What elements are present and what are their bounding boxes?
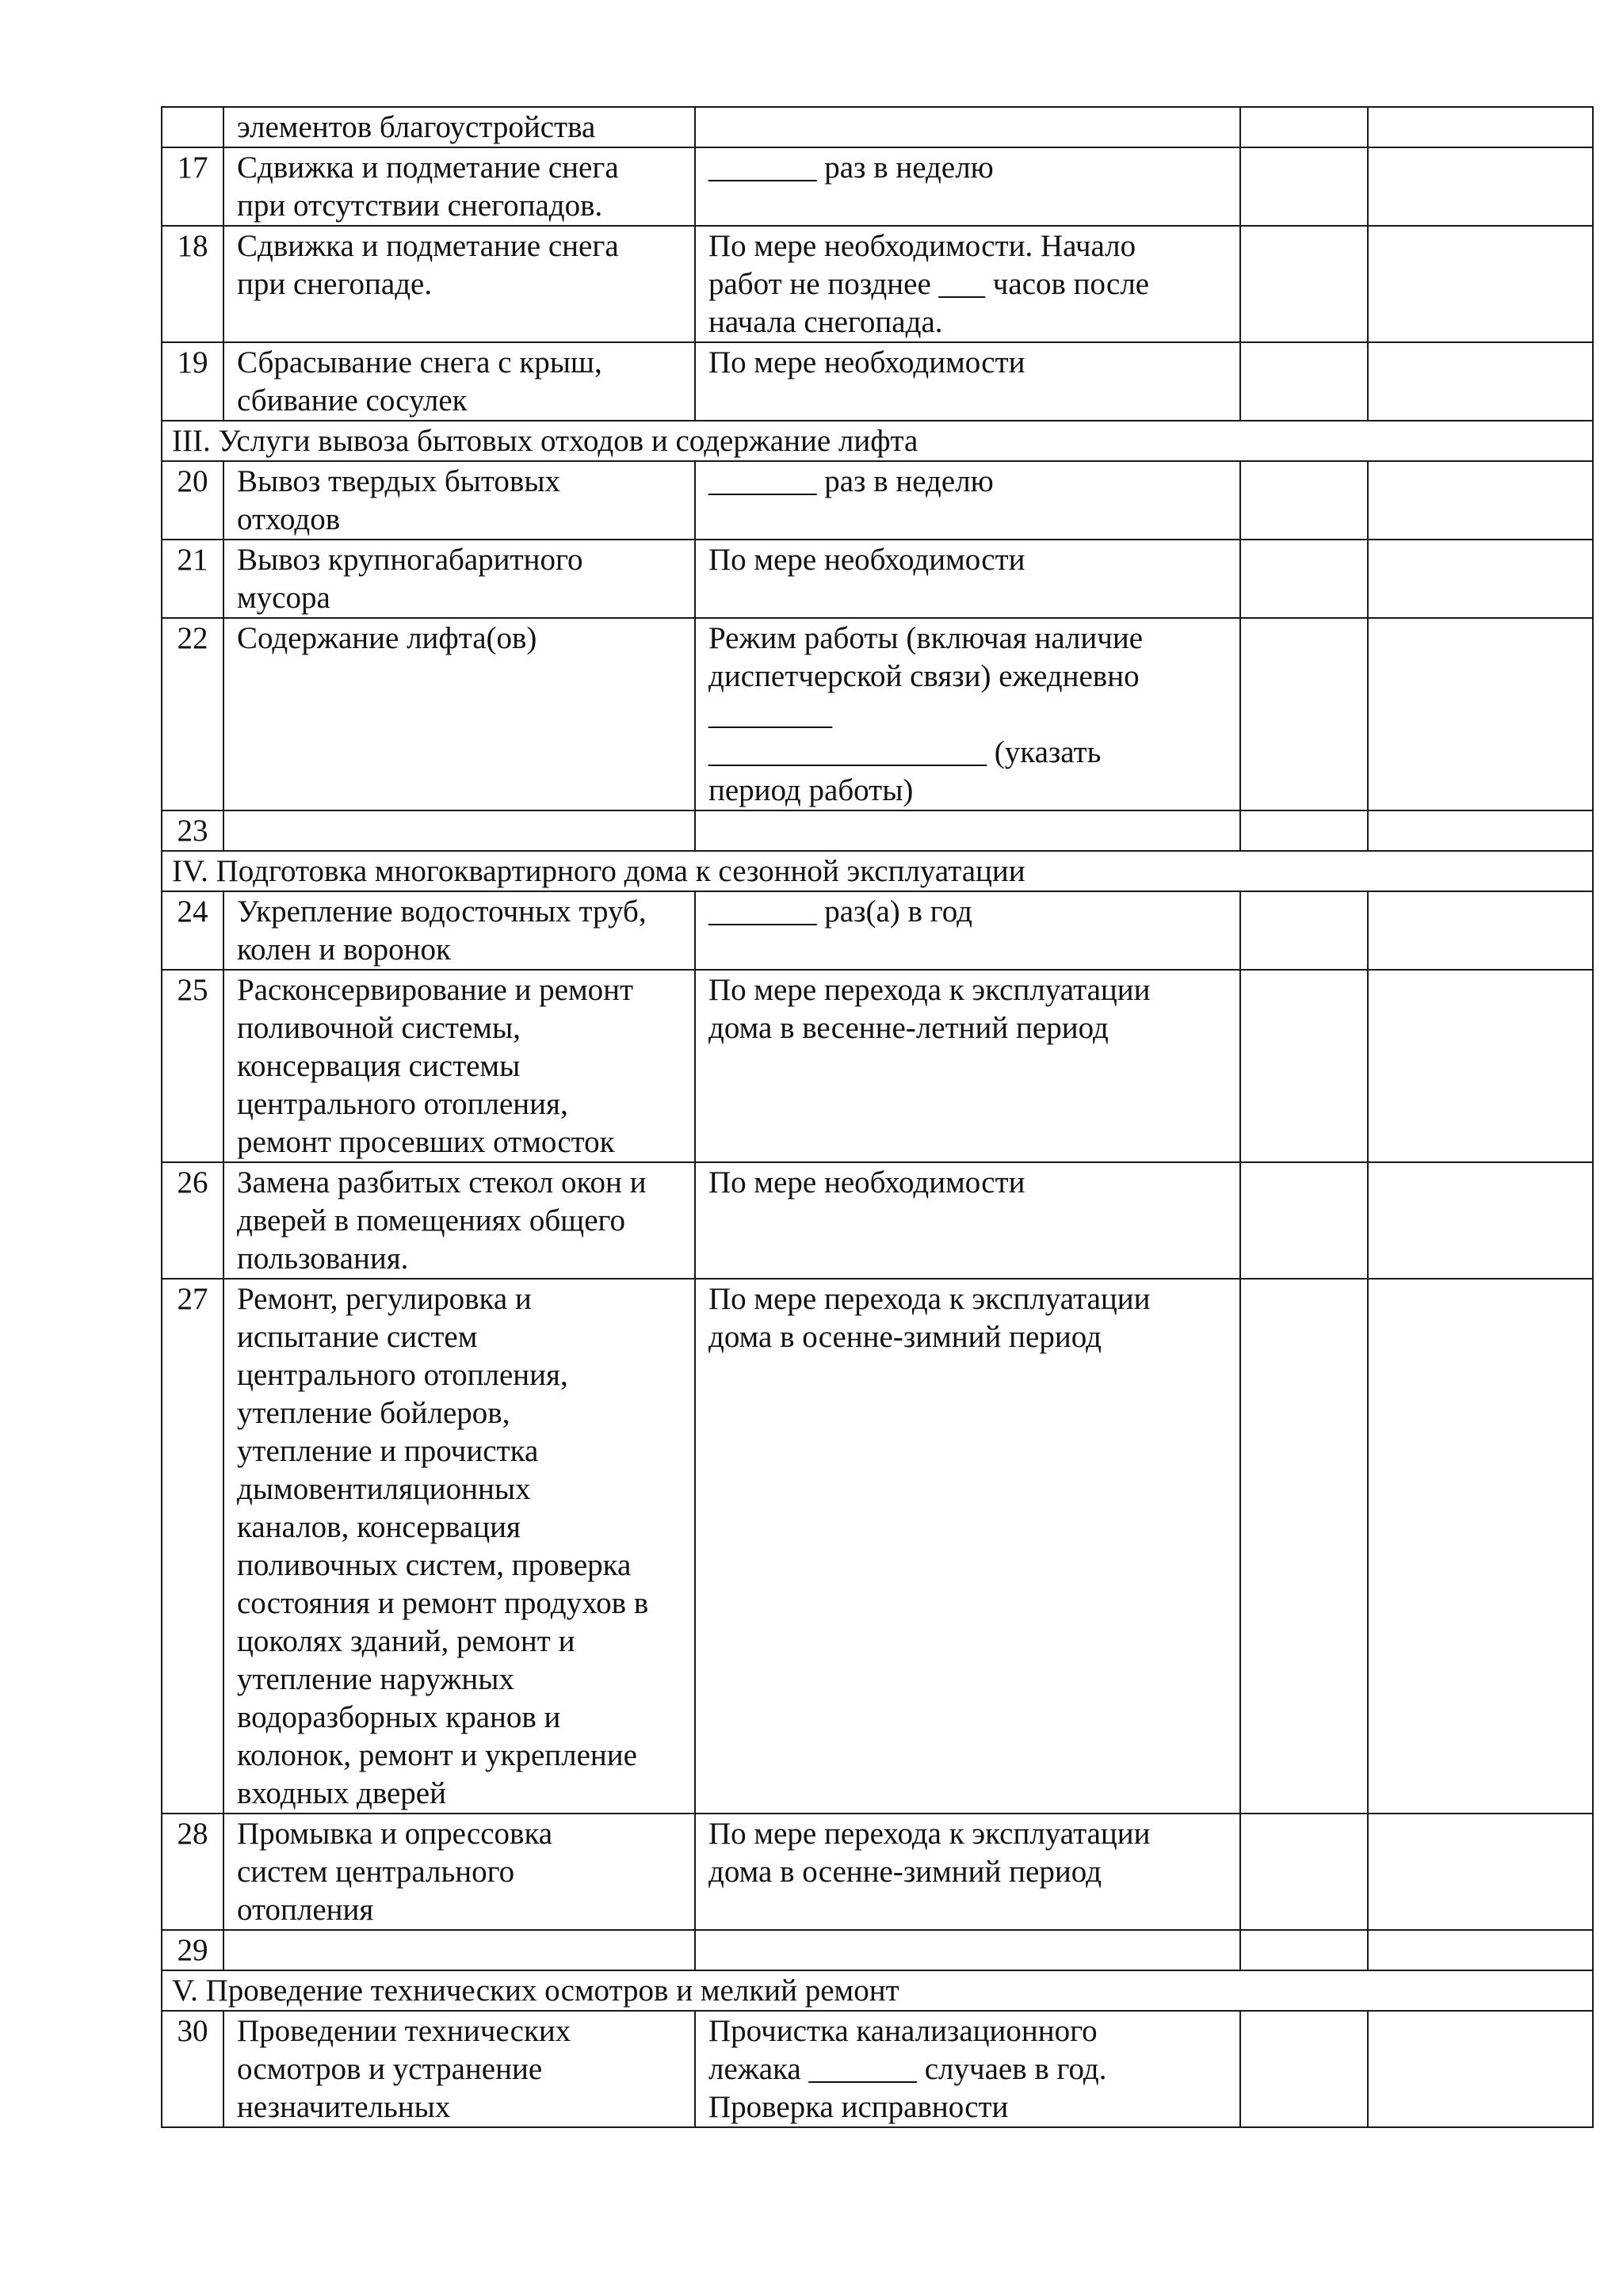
work-name-cell bbox=[223, 226, 695, 342]
table-row bbox=[162, 2011, 1593, 2127]
empty-cell-col4 bbox=[1240, 810, 1368, 851]
frequency-line: По мере перехода к эксплуатации bbox=[708, 1817, 1151, 1851]
work-name-cell bbox=[223, 107, 695, 147]
empty-cell-col5 bbox=[1368, 226, 1593, 342]
table-row bbox=[162, 461, 1593, 540]
empty-cell-col4 bbox=[1240, 226, 1368, 342]
row-number: 26 bbox=[162, 1162, 223, 1279]
empty-cell-col5 bbox=[1368, 461, 1593, 540]
frequency-line: Проверка исправности bbox=[708, 2090, 1009, 2124]
empty-cell-col4 bbox=[1240, 461, 1368, 540]
work-name-line: входных дверей bbox=[237, 1776, 446, 1810]
row-number: 29 bbox=[162, 1930, 223, 1970]
work-name-line: Сдвижка и подметание снега bbox=[237, 151, 619, 185]
work-name-line: Содержание лифта(ов) bbox=[237, 621, 537, 655]
empty-cell-col4 bbox=[1240, 147, 1368, 226]
empty-cell-col4 bbox=[1240, 618, 1368, 810]
table-row bbox=[162, 891, 1593, 970]
row-number: 30 bbox=[162, 2011, 223, 2127]
row-number: 18 bbox=[162, 226, 223, 342]
row-number: 27 bbox=[162, 1279, 223, 1814]
work-name-line: Промывка и опрессовка bbox=[237, 1817, 553, 1851]
frequency-cell bbox=[695, 2011, 1240, 2127]
frequency-line: __________________ (указать bbox=[708, 735, 1102, 769]
work-name-line: поливочных систем, проверка bbox=[237, 1548, 632, 1582]
frequency-line: По мере необходимости bbox=[708, 1165, 1025, 1199]
frequency-line: начала снегопада. bbox=[708, 305, 943, 339]
empty-cell-col5 bbox=[1368, 1279, 1593, 1814]
work-name-line: каналов, консервация bbox=[237, 1510, 521, 1544]
table-row bbox=[162, 970, 1593, 1162]
table-row bbox=[162, 1162, 1593, 1279]
frequency-line: _______ раз(а) в год bbox=[708, 894, 972, 929]
empty-cell-col5 bbox=[1368, 2011, 1593, 2127]
services-table bbox=[161, 106, 1594, 2128]
work-name-line: Вывоз крупногабаритного bbox=[237, 543, 583, 577]
table-row bbox=[162, 810, 1593, 851]
work-name-line: Замена разбитых стекол окон и bbox=[237, 1165, 647, 1199]
work-name-line: испытание систем bbox=[237, 1320, 478, 1354]
work-name-line: утепление наружных bbox=[237, 1662, 514, 1696]
work-name-line: состояния и ремонт продухов в bbox=[237, 1586, 649, 1620]
work-name-line: Вывоз твердых бытовых bbox=[237, 464, 561, 498]
empty-cell-col4 bbox=[1240, 1162, 1368, 1279]
empty-cell-col4 bbox=[1240, 891, 1368, 970]
row-number: 22 bbox=[162, 618, 223, 810]
frequency-line: работ не позднее ___ часов после bbox=[708, 267, 1150, 301]
work-name-line: при отсутствии снегопадов. bbox=[237, 189, 603, 223]
row-number: 21 bbox=[162, 540, 223, 618]
row-number: 17 bbox=[162, 147, 223, 226]
work-name-line: отходов bbox=[237, 502, 341, 536]
empty-cell-col5 bbox=[1368, 1814, 1593, 1930]
work-name-line: дверей в помещениях общего bbox=[237, 1203, 626, 1238]
frequency-cell bbox=[695, 540, 1240, 618]
work-name-line: Сдвижка и подметание снега bbox=[237, 229, 619, 263]
work-name-cell bbox=[223, 891, 695, 970]
empty-cell-col5 bbox=[1368, 1930, 1593, 1970]
row-number: 28 bbox=[162, 1814, 223, 1930]
section-header-row bbox=[162, 851, 1593, 891]
work-name-line: осмотров и устранение bbox=[237, 2052, 543, 2086]
work-name-line: отопления bbox=[237, 1893, 374, 1927]
work-name-line: колонок, ремонт и укрепление bbox=[237, 1738, 637, 1772]
frequency-cell bbox=[695, 1162, 1240, 1279]
frequency-cell bbox=[695, 226, 1240, 342]
frequency-line: дома в осенне-зимний период bbox=[708, 1320, 1102, 1354]
empty-cell-col5 bbox=[1368, 1162, 1593, 1279]
frequency-cell bbox=[695, 342, 1240, 421]
table-row bbox=[162, 618, 1593, 810]
work-name-line: консервация системы bbox=[237, 1049, 521, 1083]
empty-cell-col5 bbox=[1368, 970, 1593, 1162]
work-name-line: колен и воронок bbox=[237, 933, 451, 967]
empty-cell-col4 bbox=[1240, 1279, 1368, 1814]
work-name-cell bbox=[223, 2011, 695, 2127]
work-name-line: утепление и прочистка bbox=[237, 1434, 539, 1468]
frequency-line: По мере перехода к эксплуатации bbox=[708, 1282, 1151, 1316]
frequency-cell bbox=[695, 1279, 1240, 1814]
frequency-cell bbox=[695, 1814, 1240, 1930]
work-name-line: поливочной системы, bbox=[237, 1011, 521, 1045]
table-row bbox=[162, 540, 1593, 618]
work-name-cell bbox=[223, 540, 695, 618]
work-name-cell bbox=[223, 342, 695, 421]
work-name-line: незначительных bbox=[237, 2090, 451, 2124]
frequency-cell bbox=[695, 970, 1240, 1162]
empty-cell-col5 bbox=[1368, 147, 1593, 226]
row-number: 19 bbox=[162, 342, 223, 421]
work-name-line: Проведении технических bbox=[237, 2014, 571, 2048]
section-title: IV. Подготовка многоквартирного дома к сезонной эксплуатации bbox=[162, 851, 1593, 891]
empty-cell-col5 bbox=[1368, 540, 1593, 618]
empty-cell-col5 bbox=[1368, 810, 1593, 851]
empty-cell-col4 bbox=[1240, 970, 1368, 1162]
work-name-cell bbox=[223, 970, 695, 1162]
work-name-line: Сбрасывание снега с крыш, bbox=[237, 345, 602, 379]
section-header-row bbox=[162, 1970, 1593, 2011]
empty-cell-col4 bbox=[1240, 1814, 1368, 1930]
table-body bbox=[162, 107, 1593, 2127]
frequency-line: _______ раз в неделю bbox=[708, 464, 994, 498]
frequency-cell bbox=[695, 618, 1240, 810]
table-row bbox=[162, 1930, 1593, 1970]
work-name-line: Укрепление водосточных труб, bbox=[237, 894, 647, 929]
frequency-cell bbox=[695, 147, 1240, 226]
frequency-line: период работы) bbox=[708, 773, 914, 807]
work-name-line: систем центрального bbox=[237, 1855, 515, 1889]
frequency-cell bbox=[695, 810, 1240, 851]
row-number: 24 bbox=[162, 891, 223, 970]
table-row bbox=[162, 1279, 1593, 1814]
frequency-line: _______ раз в неделю bbox=[708, 151, 994, 185]
frequency-line: лежака _______ случаев в год. bbox=[708, 2052, 1107, 2086]
frequency-cell bbox=[695, 1930, 1240, 1970]
row-number: 20 bbox=[162, 461, 223, 540]
section-title: III. Услуги вывоза бытовых отходов и содержание лифта bbox=[162, 421, 1593, 461]
table-row bbox=[162, 1814, 1593, 1930]
section-header-row bbox=[162, 421, 1593, 461]
empty-cell-col4 bbox=[1240, 540, 1368, 618]
work-name-line: дымовентиляционных bbox=[237, 1472, 531, 1506]
frequency-line: По мере необходимости bbox=[708, 345, 1025, 379]
frequency-line: Режим работы (включая наличие bbox=[708, 621, 1144, 655]
frequency-line: Прочистка канализационного bbox=[708, 2014, 1098, 2048]
empty-cell-col4 bbox=[1240, 2011, 1368, 2127]
work-name-line: ремонт просевших отмосток bbox=[237, 1125, 615, 1159]
work-name-line: водоразборных кранов и bbox=[237, 1700, 561, 1734]
frequency-cell bbox=[695, 891, 1240, 970]
work-name-line: при снегопаде. bbox=[237, 267, 433, 301]
table-row bbox=[162, 107, 1593, 147]
work-name-line: мусора bbox=[237, 581, 330, 615]
work-name-line: сбивание сосулек bbox=[237, 383, 468, 418]
work-name-cell bbox=[223, 618, 695, 810]
work-name-line: цоколях зданий, ремонт и bbox=[237, 1624, 575, 1658]
work-name-line: Расконсервирование и ремонт bbox=[237, 973, 634, 1007]
work-name-cell bbox=[223, 461, 695, 540]
work-name-cell bbox=[223, 1279, 695, 1814]
empty-cell-col4 bbox=[1240, 1930, 1368, 1970]
work-name-cell bbox=[223, 147, 695, 226]
frequency-line: диспетчерской связи) ежедневно bbox=[708, 659, 1140, 693]
frequency-line: По мере перехода к эксплуатации bbox=[708, 973, 1151, 1007]
work-name-cell bbox=[223, 1162, 695, 1279]
section-title: V. Проведение технических осмотров и мелкий ремонт bbox=[162, 1970, 1593, 2011]
work-name-cell bbox=[223, 1814, 695, 1930]
work-name-cell bbox=[223, 1930, 695, 1970]
empty-cell-col5 bbox=[1368, 342, 1593, 421]
table-row bbox=[162, 226, 1593, 342]
frequency-line: По мере необходимости bbox=[708, 543, 1025, 577]
frequency-cell bbox=[695, 461, 1240, 540]
frequency-line: дома в весенне-летний период bbox=[708, 1011, 1109, 1045]
row-number bbox=[162, 107, 223, 147]
work-name-line: центрального отопления, bbox=[237, 1358, 568, 1392]
empty-cell-col5 bbox=[1368, 618, 1593, 810]
work-name-line: элементов благоустройства bbox=[237, 110, 596, 144]
row-number: 25 bbox=[162, 970, 223, 1162]
frequency-cell bbox=[695, 107, 1240, 147]
table-row bbox=[162, 342, 1593, 421]
empty-cell-col4 bbox=[1240, 342, 1368, 421]
frequency-line: По мере необходимости. Начало bbox=[708, 229, 1136, 263]
empty-cell-col5 bbox=[1368, 107, 1593, 147]
empty-cell-col4 bbox=[1240, 107, 1368, 147]
table-row bbox=[162, 147, 1593, 226]
frequency-line: дома в осенне-зимний период bbox=[708, 1855, 1102, 1889]
work-name-line: центрального отопления, bbox=[237, 1087, 568, 1121]
empty-cell-col5 bbox=[1368, 891, 1593, 970]
work-name-line: Ремонт, регулировка и bbox=[237, 1282, 532, 1316]
work-name-line: пользования. bbox=[237, 1241, 409, 1276]
work-name-cell bbox=[223, 810, 695, 851]
frequency-line: ________ bbox=[708, 697, 832, 731]
work-name-line: утепление бойлеров, bbox=[237, 1396, 510, 1430]
row-number: 23 bbox=[162, 810, 223, 851]
